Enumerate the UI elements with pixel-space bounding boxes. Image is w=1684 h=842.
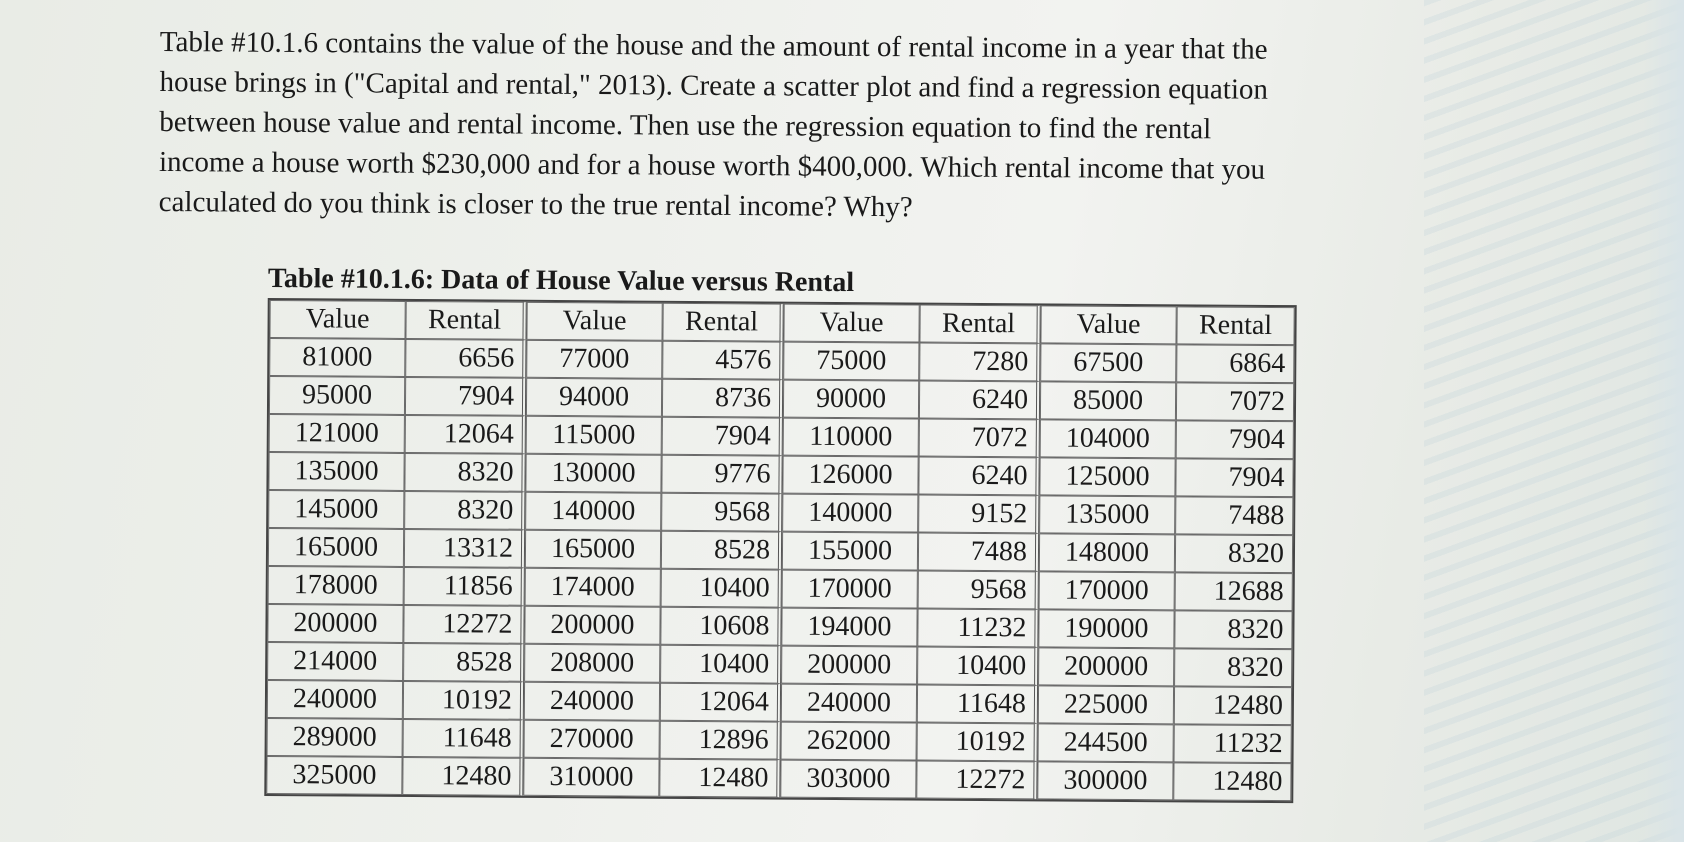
cell-rental: 11648 xyxy=(403,719,524,758)
cell-value: 303000 xyxy=(780,760,916,799)
cell-value: 126000 xyxy=(782,456,918,495)
cell-rental: 9568 xyxy=(661,493,782,532)
table-row xyxy=(266,756,1291,801)
cell-value: 94000 xyxy=(526,378,662,417)
cell-value: 200000 xyxy=(1038,647,1174,686)
cell-rental: 7904 xyxy=(1176,420,1294,459)
cell-value: 104000 xyxy=(1040,419,1176,458)
cell-rental: 7904 xyxy=(1175,458,1293,497)
cell-rental: 11856 xyxy=(404,567,525,606)
cell-rental: 12480 xyxy=(1174,686,1292,725)
cell-rental: 6240 xyxy=(918,457,1039,496)
cell-value: 125000 xyxy=(1039,457,1175,496)
cell-value: 300000 xyxy=(1037,761,1173,800)
cell-rental: 12688 xyxy=(1175,572,1293,611)
table-title: Table #10.1.6: Data of House Value versus Rental xyxy=(267,262,855,299)
cell-value: 140000 xyxy=(782,494,918,533)
cell-rental: 8528 xyxy=(661,531,782,570)
header-rental: Rental xyxy=(405,301,526,340)
cell-value: 135000 xyxy=(268,452,404,491)
header-rental: Rental xyxy=(919,305,1040,344)
header-value: Value xyxy=(1040,305,1176,344)
cell-rental: 7280 xyxy=(919,343,1040,382)
cell-value: 310000 xyxy=(523,758,659,797)
data-table-section xyxy=(264,262,1297,803)
cell-value: 140000 xyxy=(525,492,661,531)
question-line: between house value and rental income. Then use the regression equation to find the rental xyxy=(159,105,1212,146)
cell-rental: 4576 xyxy=(662,341,783,380)
cell-value: 200000 xyxy=(267,604,403,643)
cell-value: 145000 xyxy=(268,490,404,529)
cell-value: 270000 xyxy=(524,720,660,759)
cell-value: 81000 xyxy=(269,338,405,377)
cell-value: 190000 xyxy=(1038,609,1174,648)
cell-rental: 11648 xyxy=(917,685,1038,724)
cell-rental: 7072 xyxy=(919,419,1040,458)
cell-value: 240000 xyxy=(267,680,403,719)
cell-rental: 10400 xyxy=(660,645,781,684)
cell-value: 110000 xyxy=(783,418,919,457)
screen-moire-background xyxy=(1424,0,1684,842)
cell-value: 240000 xyxy=(524,682,660,721)
cell-rental: 9568 xyxy=(918,571,1039,610)
cell-rental: 9776 xyxy=(661,455,782,494)
cell-rental: 12896 xyxy=(660,721,781,760)
header-rental: Rental xyxy=(1176,306,1294,345)
table-body xyxy=(266,338,1294,801)
cell-value: 170000 xyxy=(1039,571,1175,610)
cell-rental: 10400 xyxy=(917,647,1038,686)
cell-value: 135000 xyxy=(1039,495,1175,534)
cell-rental: 11232 xyxy=(917,609,1038,648)
cell-value: 194000 xyxy=(781,608,917,647)
cell-rental: 6240 xyxy=(919,381,1040,420)
cell-rental: 10608 xyxy=(660,607,781,646)
cell-value: 155000 xyxy=(782,532,918,571)
cell-value: 130000 xyxy=(525,454,661,493)
cell-value: 200000 xyxy=(524,606,660,645)
header-value: Value xyxy=(526,302,662,341)
cell-rental: 8320 xyxy=(404,491,525,530)
cell-value: 95000 xyxy=(269,376,405,415)
house-value-rental-table xyxy=(264,298,1296,803)
cell-rental: 6864 xyxy=(1176,344,1294,383)
cell-rental: 6656 xyxy=(405,339,526,378)
cell-value: 75000 xyxy=(783,342,919,381)
cell-rental: 8736 xyxy=(662,379,783,418)
cell-rental: 10192 xyxy=(403,681,524,720)
cell-value: 214000 xyxy=(267,642,403,681)
cell-rental: 12480 xyxy=(1173,762,1291,801)
cell-rental: 7488 xyxy=(1175,496,1293,535)
question-line: Table #10.1.6 contains the value of the house and the amount of rental income in a year that the xyxy=(159,25,1268,66)
cell-value: 121000 xyxy=(269,414,405,453)
cell-rental: 12480 xyxy=(402,757,523,796)
question-text xyxy=(159,22,1440,231)
cell-value: 115000 xyxy=(526,416,662,455)
cell-value: 170000 xyxy=(782,570,918,609)
cell-rental: 12272 xyxy=(916,761,1037,800)
cell-rental: 12272 xyxy=(403,605,524,644)
cell-rental: 8320 xyxy=(404,453,525,492)
cell-value: 225000 xyxy=(1038,685,1174,724)
cell-value: 77000 xyxy=(526,340,662,379)
cell-value: 67500 xyxy=(1040,343,1176,382)
cell-value: 244500 xyxy=(1038,723,1174,762)
cell-rental: 7488 xyxy=(918,533,1039,572)
header-value: Value xyxy=(783,304,919,343)
cell-rental: 8320 xyxy=(1174,610,1292,649)
question-line: income a house worth $230,000 and for a house worth $400,000. Which rental income that you xyxy=(158,145,1266,186)
question-line: house brings in ("Capital and rental," 2013). Create a scatter plot and find a regression equation xyxy=(159,65,1269,106)
question-line: calculated do you think is closer to the true rental income? Why? xyxy=(158,185,913,224)
cell-value: 262000 xyxy=(781,722,917,761)
cell-rental: 7072 xyxy=(1176,382,1294,421)
cell-value: 165000 xyxy=(525,530,661,569)
cell-rental: 11232 xyxy=(1174,724,1292,763)
cell-rental: 7904 xyxy=(662,417,783,456)
cell-value: 208000 xyxy=(524,644,660,683)
cell-rental: 13312 xyxy=(404,529,525,568)
cell-rental: 7904 xyxy=(405,377,526,416)
cell-rental: 8320 xyxy=(1174,648,1292,687)
cell-value: 289000 xyxy=(267,718,403,757)
cell-value: 90000 xyxy=(783,380,919,419)
cell-value: 165000 xyxy=(268,528,404,567)
cell-value: 178000 xyxy=(268,566,404,605)
header-rental: Rental xyxy=(662,303,783,342)
cell-rental: 12064 xyxy=(660,683,781,722)
header-value: Value xyxy=(269,300,405,339)
cell-value: 200000 xyxy=(781,646,917,685)
cell-value: 174000 xyxy=(525,568,661,607)
cell-value: 85000 xyxy=(1040,381,1176,420)
cell-value: 148000 xyxy=(1039,533,1175,572)
cell-rental: 9152 xyxy=(918,495,1039,534)
screen-edge-glare xyxy=(1644,0,1684,842)
cell-rental: 12480 xyxy=(659,759,780,798)
cell-rental: 10400 xyxy=(661,569,782,608)
cell-value: 325000 xyxy=(266,756,402,795)
cell-rental: 12064 xyxy=(405,415,526,454)
cell-value: 240000 xyxy=(781,684,917,723)
cell-rental: 10192 xyxy=(917,723,1038,762)
cell-rental: 8320 xyxy=(1175,534,1293,573)
cell-rental: 8528 xyxy=(403,643,524,682)
